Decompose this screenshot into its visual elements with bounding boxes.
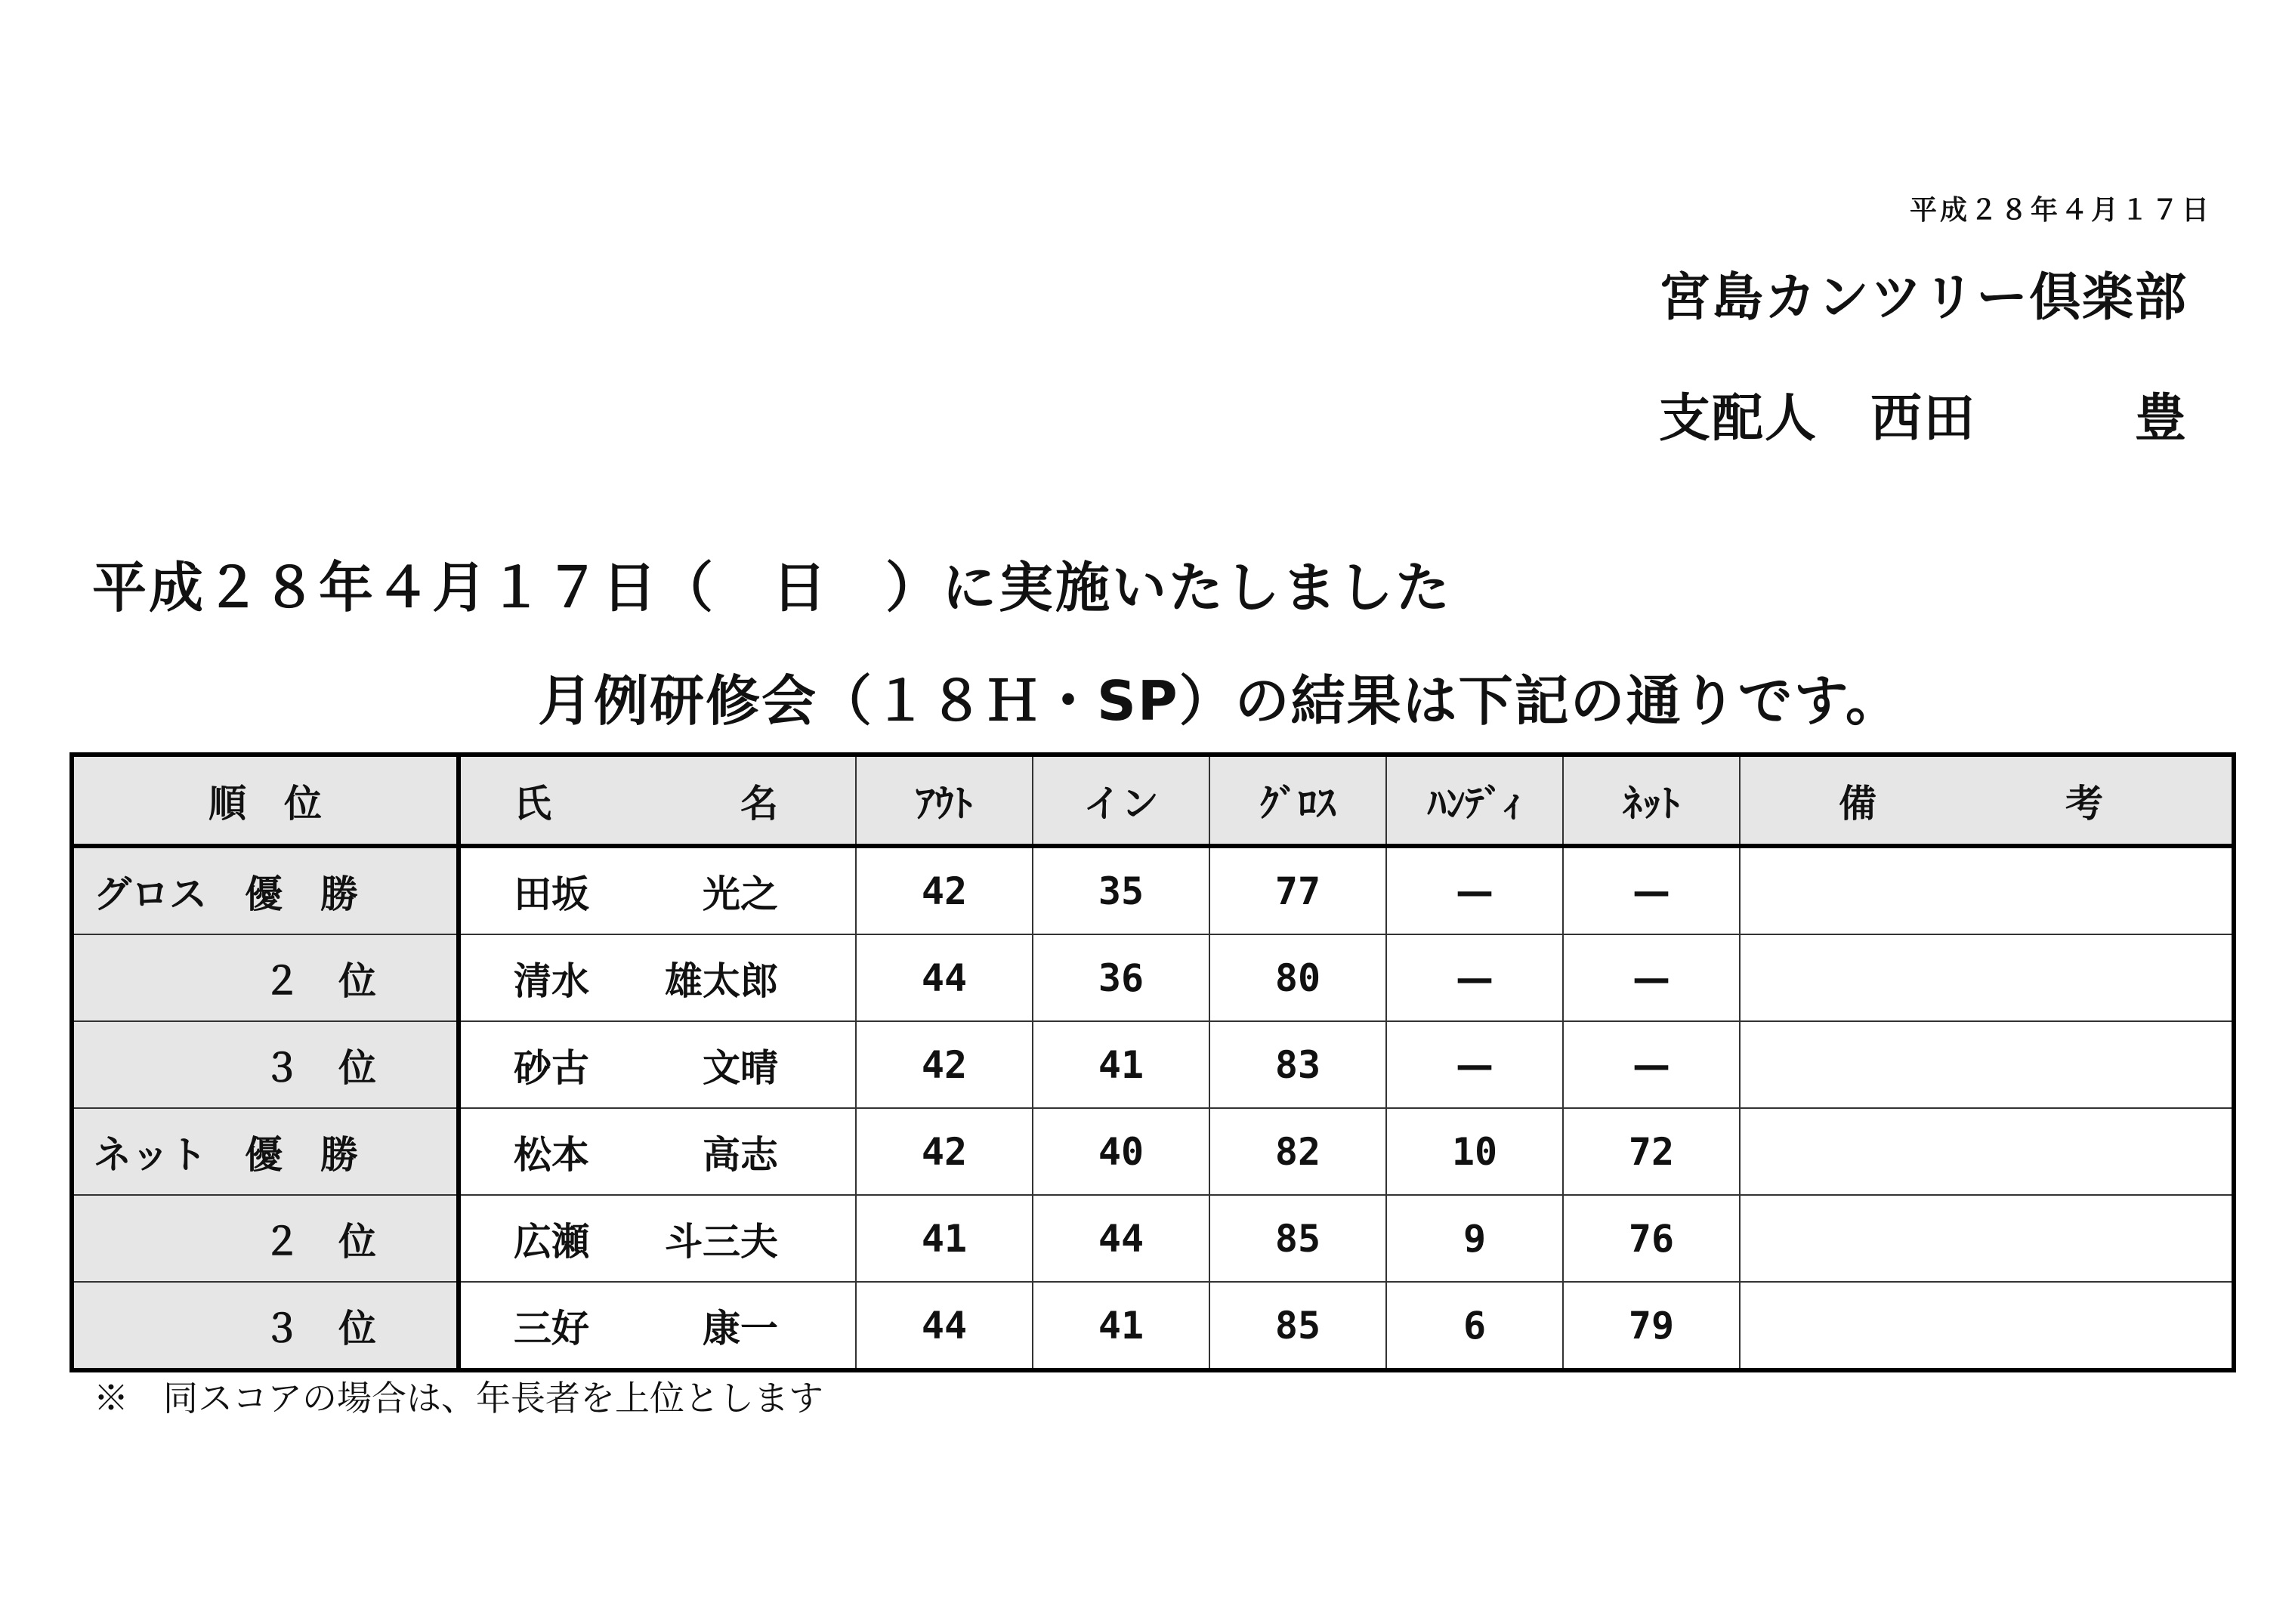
rank-cell: ３ 位 bbox=[72, 1282, 459, 1370]
header-rank: 順 位 bbox=[72, 755, 459, 846]
out-score-cell: 42 bbox=[856, 846, 1033, 934]
header-out: ｱｳﾄ bbox=[856, 755, 1033, 846]
in-score-cell: 41 bbox=[1033, 1282, 1209, 1370]
in-score-cell: 36 bbox=[1033, 934, 1209, 1021]
gross-score-cell: 77 bbox=[1209, 846, 1386, 934]
note-cell bbox=[1740, 1282, 2234, 1370]
in-score-cell: 41 bbox=[1033, 1021, 1209, 1108]
note-cell bbox=[1740, 934, 2234, 1021]
note-cell bbox=[1740, 1021, 2234, 1108]
gross-score-cell: 83 bbox=[1209, 1021, 1386, 1108]
rank-cell: ２ 位 bbox=[72, 934, 459, 1021]
player-name-cell: 三好 康一 bbox=[459, 1282, 856, 1370]
rank-cell: グロス 優 勝 bbox=[72, 846, 459, 934]
manager-name: 支配人 西田 豊 bbox=[1658, 389, 2188, 449]
note-cell bbox=[1740, 846, 2234, 934]
note-cell bbox=[1740, 1195, 2234, 1282]
gross-score-cell: 85 bbox=[1209, 1195, 1386, 1282]
results-table bbox=[69, 752, 2236, 1372]
table-row bbox=[72, 1195, 2234, 1282]
handicap-cell: — bbox=[1386, 934, 1563, 1021]
out-score-cell: 41 bbox=[856, 1195, 1033, 1282]
out-score-cell: 42 bbox=[856, 1108, 1033, 1195]
out-score-cell: 44 bbox=[856, 1282, 1033, 1370]
player-name-cell: 広瀬 斗三夫 bbox=[459, 1195, 856, 1282]
gross-score-cell: 82 bbox=[1209, 1108, 1386, 1195]
club-name: 宮島カンツリー倶楽部 bbox=[1658, 268, 2188, 328]
in-score-cell: 44 bbox=[1033, 1195, 1209, 1282]
player-name-cell: 田坂 光之 bbox=[459, 846, 856, 934]
table-row bbox=[72, 1108, 2234, 1195]
header-handicap: ﾊﾝﾃﾞｨ bbox=[1386, 755, 1563, 846]
document-date: 平成２８年４月１７日 bbox=[1909, 195, 2212, 226]
header-gross: ｸﾞﾛｽ bbox=[1209, 755, 1386, 846]
handicap-cell: 10 bbox=[1386, 1108, 1563, 1195]
out-score-cell: 44 bbox=[856, 934, 1033, 1021]
table-row bbox=[72, 934, 2234, 1021]
intro-line-1: 平成２８年４月１７日（ 日 ）に実施いたしました bbox=[92, 556, 1453, 619]
net-score-cell: 79 bbox=[1563, 1282, 1740, 1370]
rank-cell: ２ 位 bbox=[72, 1195, 459, 1282]
in-score-cell: 35 bbox=[1033, 846, 1209, 934]
net-score-cell: — bbox=[1563, 846, 1740, 934]
header-note: 備 考 bbox=[1740, 755, 2234, 846]
header-net: ﾈｯﾄ bbox=[1563, 755, 1740, 846]
table-row bbox=[72, 1021, 2234, 1108]
table-row bbox=[72, 1282, 2234, 1370]
footnote: ※ 同スコアの場合は、年長者を上位とします bbox=[94, 1378, 823, 1419]
out-score-cell: 42 bbox=[856, 1021, 1033, 1108]
player-name-cell: 清水 雄太郎 bbox=[459, 934, 856, 1021]
rank-cell: ネット 優 勝 bbox=[72, 1108, 459, 1195]
header-name: 氏 名 bbox=[459, 755, 856, 846]
gross-score-cell: 85 bbox=[1209, 1282, 1386, 1370]
table-row bbox=[72, 846, 2234, 934]
in-score-cell: 40 bbox=[1033, 1108, 1209, 1195]
header-in: イン bbox=[1033, 755, 1209, 846]
net-score-cell: — bbox=[1563, 1021, 1740, 1108]
handicap-cell: — bbox=[1386, 846, 1563, 934]
player-name-cell: 砂古 文晴 bbox=[459, 1021, 856, 1108]
gross-score-cell: 80 bbox=[1209, 934, 1386, 1021]
handicap-cell: 6 bbox=[1386, 1282, 1563, 1370]
handicap-cell: — bbox=[1386, 1021, 1563, 1108]
intro-line-2: 月例研修会（１８Ｈ・SP）の結果は下記の通りです。 bbox=[538, 669, 1901, 733]
net-score-cell: 72 bbox=[1563, 1108, 1740, 1195]
player-name-cell: 松本 高志 bbox=[459, 1108, 856, 1195]
rank-cell: ３ 位 bbox=[72, 1021, 459, 1108]
header-row bbox=[72, 755, 2234, 846]
note-cell bbox=[1740, 1108, 2234, 1195]
net-score-cell: — bbox=[1563, 934, 1740, 1021]
net-score-cell: 76 bbox=[1563, 1195, 1740, 1282]
handicap-cell: 9 bbox=[1386, 1195, 1563, 1282]
